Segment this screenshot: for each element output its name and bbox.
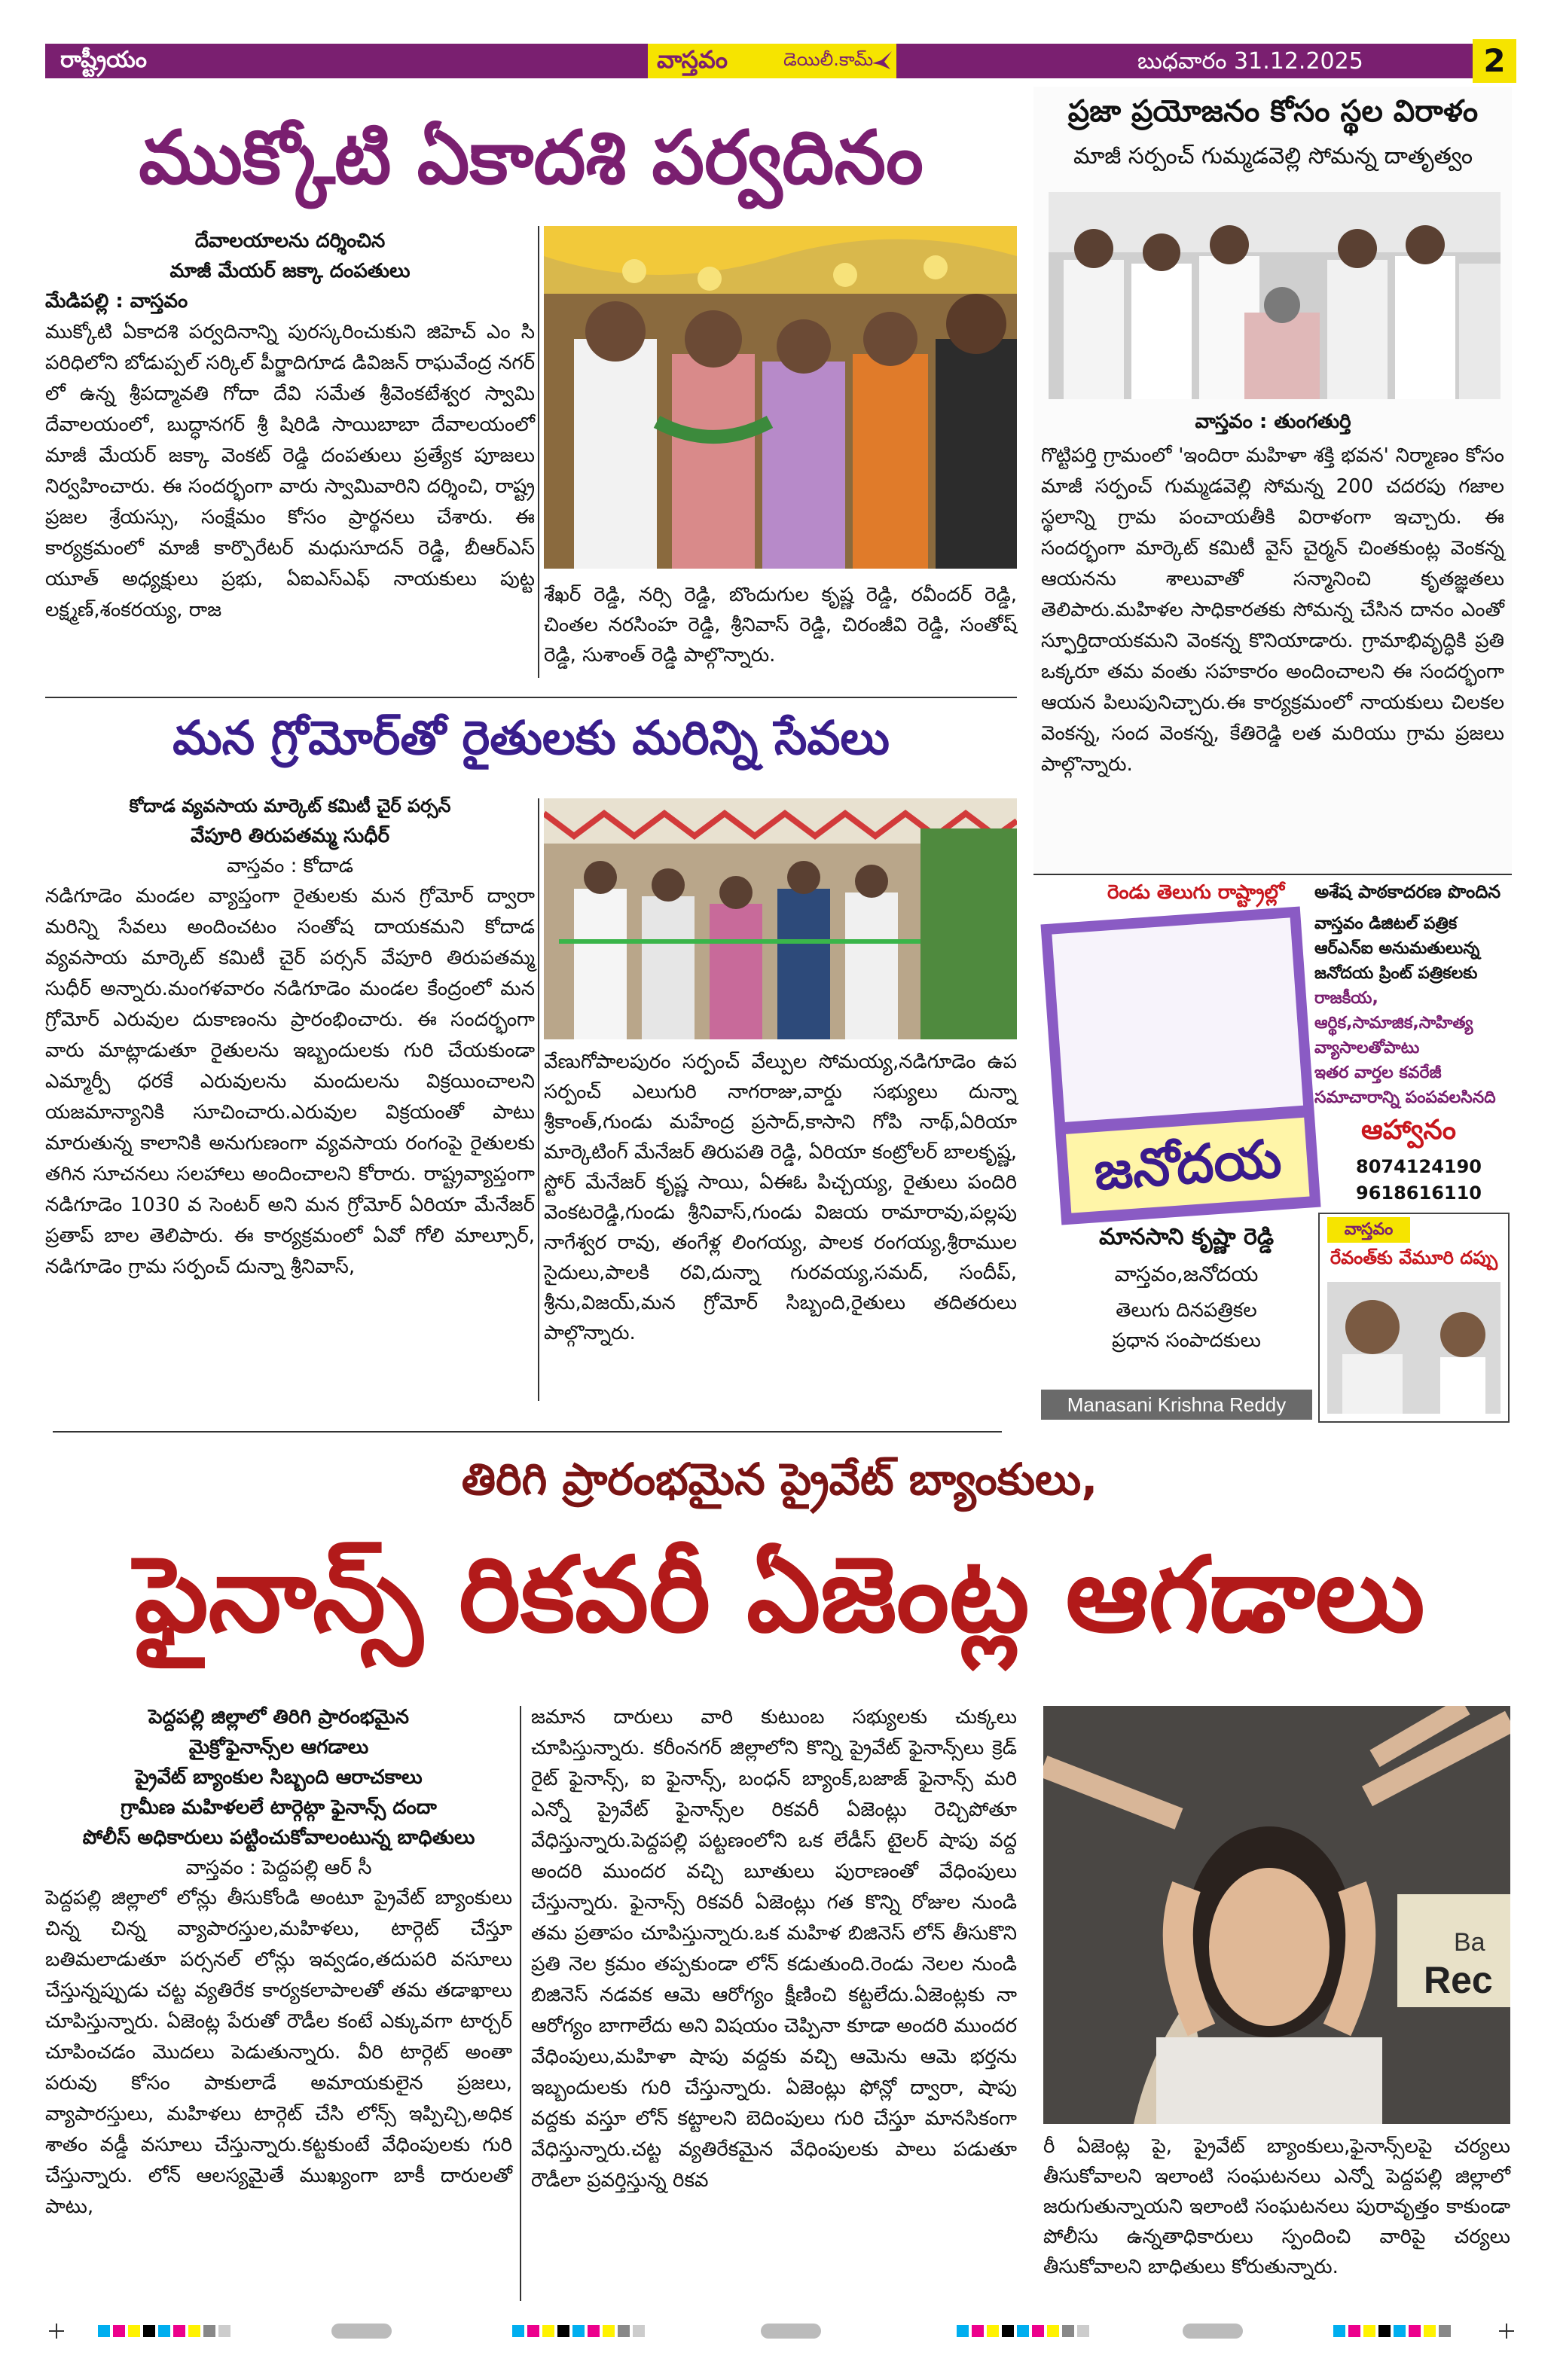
story4-body-col2: జమాన దారులు వారి కుటుంబ సభ్యులకు చుక్కలు చూపిస్తున్నారు. కరీంనగర్ జిల్లాలోని కొన్ని ప్రైవేట్ ఫైనాన్స్‌లు క్రెడ్ రైట్ ఫైనాన్స్, ఐ ఫైనాన్స్, బంధన్ బ్యాంక్,బజాజ్ ఫైనాన్స్ మరి ఎన్నో ప్రైవేట్ ఫైనాన్స్‌ల రికవరీ ఏజెంట్లు రెచ్చిపోతూ వేధిస్తున్నారు.పెద్దపల్లి పట్టణంలోని ఒక లేడీస్ టైలర్ షాపు వద్ద అందరి ముందర వచ్చి బూతులు పురాణంతో వేధింపులు చేస్తున్నారు. ఫైనాన్స్ రికవరీ ఏజెంట్లు గత కొన్ని రోజుల నుండి తమ ప్రతాపం చూపిస్తున్నారు.ఒక మహిళ బిజినెస్ లోన్ తీసుకొని ప్రతి నెల క్రమం తప్పకుండా లోన్ కడుతుంది.రెండు నెలల నుండి బిజినెస్ నడవక ఆమె ఆరోగ్యం క్షీణించి కట్టలేదు.ఏజెంట్లకు నా ఆరోగ్యం బాగాలేదు అని విషయం చెప్పినా కూడా అందరి ముందర వేధింపులు,మహిళా షాపు వద్దకు వచ్చి ఆమెను ఆమె భర్తను ఇబ్బందులకు గురి చేస్తున్నారు. ఏజెంట్లు ఫోన్లో ద్వారా, షాపు వద్దకు వస్తూ లోన్ కట్టాలని బెదింపులు గురి చేస్తూ మానసికంగా వేధిస్తున్నారు.చట్ట వ్యతిరేకమైన వేధింపులకు పాలు పడుతూ రౌడీలా ప్రవర్తిస్తున్న రికవ [531, 1706, 1017, 2192]
story2-dateline: వాస్తవం : తుంగతుర్తి [1195, 410, 1351, 433]
story4-caption: రీ ఏజెంట్ల పై, ప్రైవేట్ బ్యాంకులు,ఫైనాన్స్‌లపై చర్యలు తీసుకోవాలని ఇలాంటి సంఘటనలు ఎన్నో పెద్దపల్లి జిల్లాలో జరుగుతున్నాయని ఇలాంటి సంఘటనలు పురావృత్తం కాకుండా పోలీసు ఉన్నతాధికారులు స్పందించి వారిపై చర్యలు తీసుకోవాలని బాధితులు కోరుతున్నారు. [1043, 2135, 1510, 2278]
ad-editor-name: మానసాని కృష్ణా రెడ్డి [1098, 1224, 1275, 1250]
bird-icon [871, 50, 893, 72]
section-label: రాష్ట్రీయం [60, 47, 147, 73]
story1-byline-1: దేవాలయాలను దర్శించిన [194, 230, 386, 252]
story1-dateline: మేడిపల్లి : వాస్తవం [45, 290, 188, 313]
story3-dateline: వాస్తవం : కోదాడ [226, 855, 353, 877]
story1-text-col [45, 226, 535, 626]
ad-line-e: ఆర్థిక,సామాజిక,సాహిత్య [1314, 1014, 1473, 1033]
story1-byline-2: మాజీ మేయర్ జక్కా దంపతులు [169, 260, 411, 282]
story2-body: గొట్టిపర్తి గ్రామంలో 'ఇందిరా మహిళా శక్తి భవన' నిర్మాణం కోసం మాజీ సర్పంచ్ గుమ్మడవెల్లి సోమన్న 200 చదరపు గజాల స్థలాన్ని గ్రామ పంచాయతీకి విరాళంగా ఇచ్చారు. ఈ సందర్భంగా మార్కెట్ కమిటీ వైస్ చైర్మన్ చింతకుంట్ల వెంకన్న ఆయనను శాలువాతో సన్మానించి కృతజ్ఞతలు తెలిపారు.మహిళల సాధికారతకు సోమన్న చేసిన దానం ఎంతో స్ఫూర్తిదాయకమని వెంకన్న కొనియాడారు. గ్రామాభివృద్ధికి ప్రతి ఒక్కరూ తమ వంతు సహకారం అందించాలని ఈ సందర్భంగా ఆయన పిలుపునిచ్చారు.ఈ కార్యక్రమంలో నాయకులు చిలకల వెంకన్న, సంద వెంకన్న, కేతిరెడ్డి లత మరియు గ్రామ ప్రజలు పాల్గొన్నారు. [1041, 444, 1504, 776]
ad-line-a: వాస్తవం డిజిటల్ పత్రిక [1314, 914, 1458, 933]
story4-byline-5: పోలీస్ అధికారులు పట్టించుకోవాలంటున్న బాధితులు [82, 1826, 475, 1849]
ad-paper-name: జనోదయ [1066, 1118, 1310, 1213]
print-color-bar [0, 2316, 1557, 2346]
story2-subhead: మాజీ సర్పంచ్ గుమ్మడవెల్లి సోమన్న దాతృత్వం [1073, 143, 1473, 169]
story1-body: ముక్కోటి ఏకాదశి పర్వదినాన్ని పురస్కరించుకుని జిహెచ్ ఎం సి పరిధిలోని బోడుప్పల్ సర్కిల్ పీర్జాదిగూడ డివిజన్ రాఘవేంద్ర నగర్ లో ఉన్న శ్రీపద్మావతి గోదా దేవి సమేత శ్రీవెంకటేశ్వర స్వామి దేవాలయంలో, బుద్ధానగర్ శ్రీ షిరిడి సాయిబాబా దేవాలయంలో మాజీ మేయర్ జక్కా వెంకట్ రెడ్డి దంపతులు ప్రత్యేక పూజలు నిర్వహించారు. ఈ సందర్భంగా వారు స్వామివారిని దర్శించి, రాష్ట్ర ప్రజల శ్రేయస్సు, సంక్షేమం కోసం ప్రార్థనలు చేశారు. ఈ కార్యక్రమంలో మాజీ కార్పొరేటర్ మధుసూదన్ రెడ్డి, బీఆర్ఎస్ యూత్ అధ్యక్షులు ప్రభు, ఏఐఎస్ఎఫ్ నాయకులు పుట్ట లక్ష్మణ్,శంకరయ్య, రాజ [45, 321, 535, 621]
column-divider-2 [538, 798, 539, 1401]
temple-group-photo [544, 226, 1017, 569]
story3-headline: మన గ్రోమోర్‌తో రైతులకు మరిన్ని సేవలు [172, 710, 890, 765]
story4-body-col1: పెద్దపల్లి జిల్లాలో లోన్లు తీసుకోండి అంటూ ప్రైవేట్ బ్యాంకులు చిన్న చిన్న వ్యాపారస్తుల,మహిళలు, టార్గెట్ చేస్తూ బతిమలాడుతూ పర్సనల్ లోన్లు ఇవ్వడం,తదుపరి వసూలు చేస్తున్నప్పుడు చట్ట వ్యతిరేక కార్యకలాపాలతో తమ తడాఖాలు చూపిస్తున్నారు. ఏజెంట్ల పేరుతో రౌడీల కంటే ఎక్కువగా టార్చర్ చూపించడం మొదలు పెడుతున్నారు. వీరి టార్గెట్ అంతా పరువు కోసం పాకులాడే అమాయకులైన ప్రజలు, వ్యాపారస్తులు, మహిళలు టార్గెట్ చేసి లోన్స్ ఇప్పిచ్చి,అధిక శాతం వడ్డీ వసూలు చేస్తున్నారు.కట్టకుంటే వేధింపులకు గురి చేస్తున్నారు. లోన్ ఆలస్యమైతే ముఖ్యంగా బాకీ దారులతో పాటు, [45, 1887, 512, 2218]
story4-byline-1: పెద్దపల్లి జిల్లాలో తిరిగి ప్రారంభమైన [148, 1706, 410, 1729]
story2-headline: ప్రజా ప్రయోజనం కోసం స్థల విరాళం [1067, 94, 1479, 129]
issue-date: బుధవారం 31.12.2025 [1137, 48, 1363, 75]
registration-marks [0, 2316, 1557, 2346]
politician-photo [1327, 1282, 1501, 1414]
stressed-woman-photo [1043, 1706, 1510, 2124]
shop-opening-photo [544, 798, 1017, 1039]
story1-headline: ముక్కోటి ఏకాదశి పర్వదినం [139, 115, 924, 201]
ad-editor-role-1: తెలుగు దినపత్రికల [1116, 1299, 1257, 1322]
photo-sign-text-2: Rec [1424, 1959, 1493, 2001]
story3-body: నడిగూడెం మండల వ్యాప్తంగా రైతులకు మన గ్రోమోర్ ద్వారా మరిన్ని సేవలు అందించటం సంతోష దాయకమని కోదాడ వ్యవసాయ మార్కెట్ కమిటీ చైర్ పర్సన్ వేపూరి తిరుపతమ్మ సుధీర్ అన్నారు.మంగళవారం నడిగూడెం మండల కేంద్రంలో మన గ్రోమోర్ ఎరువుల దుకాణంను ప్రారంభించారు. ఈ సందర్భంగా వారు మాట్లాడుతూ రైతులను ఇబ్బందులకు గురి చేయకుండా ఎమ్మార్పీ ధరకే ఎరువులను మందులను విక్రయించాలని యజమాన్యానికి సూచించారు.ఎరువుల విక్రయంతో పాటు మారుతున్న కాలానికి అనుగుణంగా వ్యవసాయ రంగంపై రైతులకు తగిన సూచనలు సలహాలు అందించాలని కోరారు. రాష్ట్రవ్యాప్తంగా నడిగూడెం 1030 వ సెంటర్ అని మన గ్రోమోర్ ఏరియా మేనేజర్ ప్రతాప్ బాల తెలిపారు. ఈ కార్యక్రమంలో ఏవో గోలి మాల్సూర్, నడిగూడెం గ్రామ సర్పంచ్ దున్నా శ్రీనివాస్, [45, 885, 535, 1278]
ad-line-h: సమాచారాన్ని పంపవలసినది [1314, 1088, 1496, 1107]
ad-phone-2: 9618616110 [1356, 1182, 1482, 1204]
story4-byline-2: మైక్రోఫైనాన్స్‌ల ఆగడాలు [188, 1736, 369, 1759]
story2-photo [1049, 192, 1501, 399]
story4-byline-4: గ్రామీణ మహిళలలే టార్గెట్గా ఫైనాన్స్ దందా [121, 1796, 437, 1819]
story1-caption: శేఖర్ రెడ్డి, నర్సి రెడ్డి, బొందుగుల కృష్ణ రెడ్డి, రవీందర్ రెడ్డి, చింతల నరసింహ రెడ్డి, శ్రీనివాస్ రెడ్డి, చిరంజీవి రెడ్డి, సంతోష్ రెడ్డి, సుశాంత్ రెడ్డి పాల్గొన్నారు. [544, 584, 1017, 667]
logo-sub: డెయిలీ.కామ్ [783, 49, 874, 70]
page-number: 2 [1473, 39, 1516, 83]
story3-photo [544, 798, 1017, 1039]
ad-editor-pub: వాస్తవం,జనోదయ [1114, 1262, 1259, 1286]
story4-photo [1043, 1706, 1510, 2124]
ad-side-headline: రేవంత్‌కు వేమూరి దప్పు [1330, 1247, 1498, 1268]
ad-footer-name: Manasani Krishna Reddy [1067, 1393, 1287, 1416]
ad-headline-1: రెండు తెలుగు రాష్ట్రాల్లో [1107, 881, 1285, 904]
story4-headline: ఫైనాన్స్ రికవరీ ఏజెంట్ల ఆగడాలు [134, 1534, 1425, 1655]
ad-line-b: ఆర్ఎన్ఐ అనుమతులున్న [1314, 939, 1480, 958]
masthead-logo [648, 44, 896, 78]
ad-line-g: ఇతర వార్తల కవరేజీ [1314, 1063, 1442, 1082]
ad-line-f: వ్యాసాలతోపాటు [1314, 1039, 1420, 1057]
story3-text-col [45, 791, 535, 1283]
story4-dateline: వాస్తవం : పెద్దపల్లి ఆర్ సీ [185, 1857, 372, 1879]
ad-newspaper-mock [1040, 906, 1320, 1225]
story3-caption: వేణుగోపాలపురం సర్పంచ్ వేల్పుల సోమయ్య,నడిగూడెం ఉప సర్పంచ్ ఎలుగురి నాగరాజు,వార్డు సభ్యులు దున్నా శ్రీకాంత్,గుండు మహేంద్ర ప్రసాద్,కాసాని గోపి నాథ్,ఏరియా మార్కెటింగ్ మేనేజర్ తిరుపతి రెడ్డి, ఏరియా కంట్రోలర్ బాలకృష్ణ, స్టోర్ మేనేజర్ కృష్ణ సాయి, ఏఈఓ పిచ్చయ్య, రైతులు పందిరి వెంకటరెడ్డి,గుండు శ్రీనివాస్,గుండు విజయ రామారావు,పల్లపు నాగేశ్వర రావు, తంగేళ్ల లింగయ్య, పాలక రంగయ్య,శ్రీరాముల సైదులు,పాలకి రవి,దున్నా గురవయ్య,సమద్, సందీప్, శ్రీను,విజయ్,మన గ్రోమోర్ సిబ్బంది,రైతులు తదితరులు పాల్గొన్నారు. [544, 1051, 1017, 1344]
ad-promo-lines [1314, 911, 1507, 1110]
story4-byline-3: ప్రైవేట్ బ్యాంకుల సిబ్బంది ఆరాచకాలు [135, 1766, 423, 1789]
ad-side-card [1318, 1213, 1510, 1423]
story4-col1 [45, 1702, 512, 2223]
story1-photo [544, 226, 1017, 569]
ad-line-c: జనోదయ ప్రింట్ పత్రికలకు [1314, 964, 1478, 983]
column-divider [538, 226, 539, 678]
section-divider [45, 697, 1017, 698]
ad-phone-1: 8074124190 [1356, 1156, 1482, 1177]
ad-editor-role-2: ప్రధాన సంపాదకులు [1112, 1329, 1261, 1352]
ad-side-photo [1327, 1282, 1501, 1414]
logo-main: వాస్తవం [657, 45, 728, 74]
ad-headline-2: అశేష పాఠకాదరణ పొందిన [1314, 881, 1501, 902]
story3-byline-2: వేపూరి తిరుపతమ్మ సుధీర్ [190, 825, 390, 847]
masthead-bar [45, 44, 1514, 78]
lower-divider [53, 1431, 1002, 1433]
ad-invite: ఆహ్వానం [1361, 1115, 1456, 1146]
story4-kicker: తిరిగి ప్రారంభమైన ప్రైవేట్ బ్యాంకులు, [461, 1454, 1098, 1505]
story3-byline-1: కోదాడ వ్యవసాయ మార్కెట్ కమిటీ చైర్ పర్సన్ [129, 795, 451, 816]
column-divider-3 [520, 1706, 521, 2301]
ad-line-d: రాజకీయ, [1314, 989, 1378, 1008]
photo-sign-text-1: Ba [1454, 1928, 1485, 1957]
ad-side-logo: వాస్తవం [1327, 1217, 1410, 1243]
ad-footer-bar [1041, 1390, 1312, 1420]
ad-paper-page [1052, 917, 1303, 1122]
donation-group-photo [1049, 192, 1501, 399]
